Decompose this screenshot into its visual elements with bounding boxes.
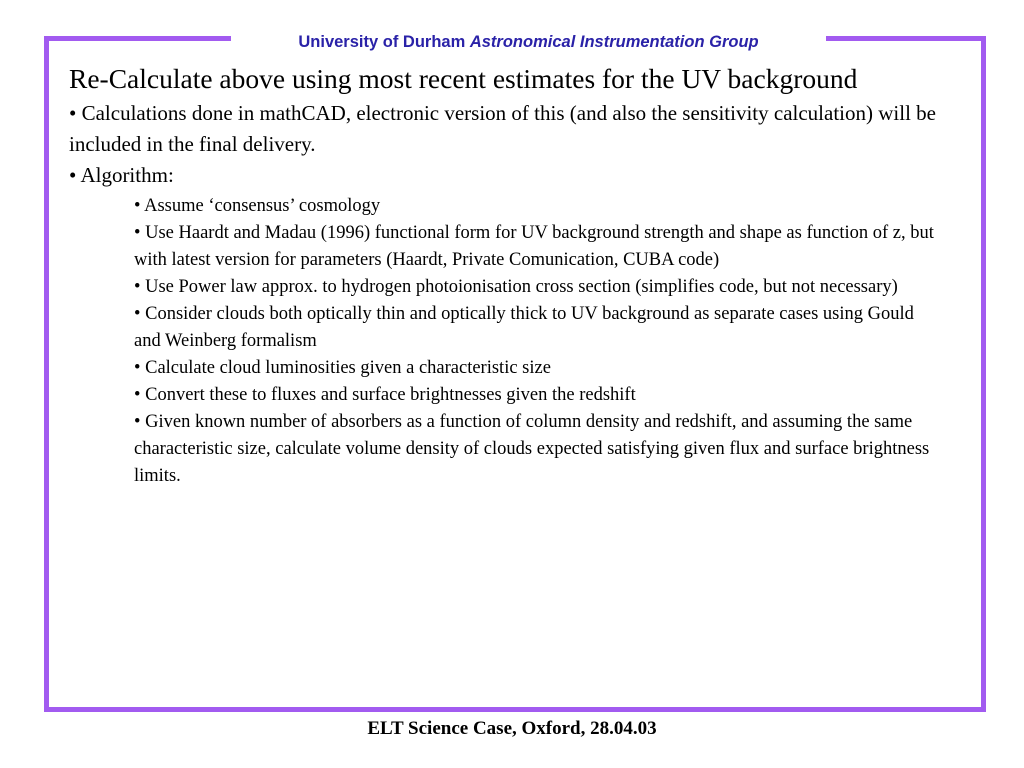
slide-footer: ELT Science Case, Oxford, 28.04.03 [367, 718, 657, 739]
header-institution: University of Durham [298, 33, 466, 51]
slide-header [231, 31, 826, 53]
slide-content [69, 60, 949, 490]
algorithm-step: • Given known number of absorbers as a function of column density and redshift, and assuming the same characteristic size, calculate volume density of clouds expected satisfying given flux and surface brightness limits. [134, 412, 930, 486]
algorithm-step: • Convert these to fluxes and surface brightnesses given the redshift [134, 385, 636, 405]
algorithm-step: • Consider clouds both optically thin and optically thick to UV background as separate cases using Gould and Weinberg formalism [134, 304, 914, 351]
bullet-calculations: • Calculations done in mathCAD, electronic version of this (and also the sensitivity calculation) will be included in the final delivery. [69, 101, 936, 156]
algorithm-steps-list [134, 191, 934, 490]
slide-title: Re-Calculate above using most recent estimates for the UV background [69, 63, 858, 94]
algorithm-step: • Calculate cloud luminosities given a characteristic size [134, 358, 551, 378]
header-group: Astronomical Instrumentation Group [469, 33, 759, 51]
algorithm-step: • Assume ‘consensus’ cosmology [134, 196, 381, 216]
bullet-algorithm: • Algorithm: [69, 163, 174, 187]
algorithm-step: • Use Haardt and Madau (1996) functional form for UV background strength and shape as function of z, but with latest version for parameters (Haardt, Private Comunication, CUBA code) [134, 223, 934, 270]
algorithm-step: • Use Power law approx. to hydrogen photoionisation cross section (simplifies code, but not necessary) [134, 277, 898, 297]
